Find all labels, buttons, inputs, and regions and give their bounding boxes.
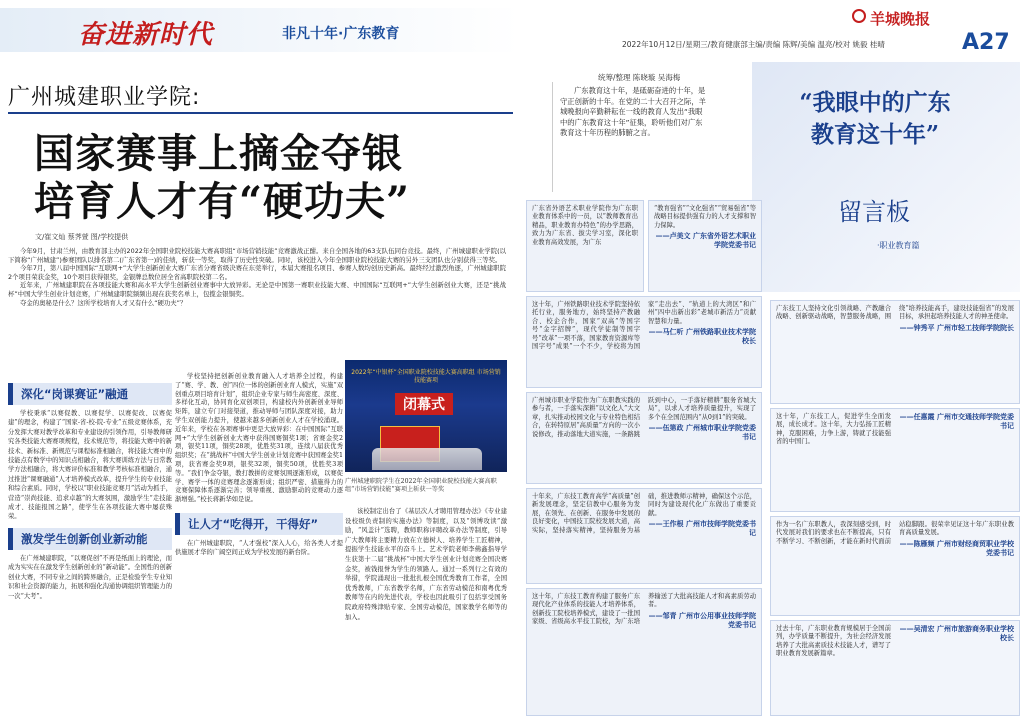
card-body: 广州城市职业学院作为广东职教实践的参与者，一手落实深耕“以文化人”大文章，扎实推动校园文化与专业特色相结合，在转特原居“高质量”方向的一次小说修改，推动落地大道实施，一条路跳跃到中心，一手落好精耕“服务省城大局”，以求人才培养质量提升，实现了多个在全国范围内“从0到1”的突破。 <box>532 397 756 438</box>
guestbook-card <box>526 200 644 292</box>
column-2-body: 学校坚持把创新创业教育融入人才培养全过程，构建了“赛、学、教、创”四位一体的创新创业育人模式，实施“双创重点项目培育计划”，组织企业专家与师生高密度、深度、多样化互动，协同育化双创项目，构建校内外创新创业导师矩阵，建立专门对接渠道，推动导师与团队深度对接，助力学生双创能力提升，使越来越多创新创业人才在学校涌现。近年来，学校在各项赛事中更是大放异彩：在中国国际“互联网+”大学生创新创业大赛中获得国赛铜奖1项；省赛金奖2项，银奖11项，铜奖28项，优胜奖31项，连续八届获优秀组织奖；在“挑战杯”中国大学生创业计划竞赛中获国赛金奖1项，获省赛金奖9项，银奖32项，铜奖50项，优胜奖3项等。“我们争金夺银，教打教拼的竞赛氛围逐渐形成，以赛促学、赛学一体的竞赛理念逐渐形成；组织严密、措施得力的竞赛保障体系逐渐完善；领导重视、激励驱动的竞赛动力逐渐增强。”校长蒋新华如是说。 <box>175 373 343 504</box>
slogan: 奋进新时代 <box>78 20 214 50</box>
guestbook-card <box>526 488 762 584</box>
card-signature: ——钟秀平 广州市轻工技师学院院长 <box>899 323 1014 332</box>
guestbook-title-line1: “我眼中的广东 <box>799 89 951 116</box>
card-body: 广东省外语艺术职业学院作为广东职业教育体系中的一员，以“教师教育出精品，职业教育办特色”的办学思路，致力为广东省、拔尖学习室，深化职业教育高效发展，为广东 <box>532 205 638 246</box>
card-body: 这十年，广州铁路职业技术学院坚持依托行业，服务地方，始终坚持产教融合、校企合作，国家“双高”等国字号“金字招牌”，现代学徒制等国字号“改革”一项不落，国家教育资源库等国字号“成果”一个不少，学校将为国家“走出去”、“轨道上的大湾区”和广州“四中出新出彩”老城市新活力“贡献智慧和力量。 <box>532 301 756 351</box>
article-column-2 <box>175 373 343 558</box>
card-body: 这十年，广东技工人，促进学生全面发展，成长成才。这十年，大力弘扬工匠精神，克服困难，力争上游，铸就了技能强省的中国门。 <box>776 413 891 446</box>
card-body: 广东技工人坚持文化引领战略、产教融合战略、创新驱动战略，智慧服务战略，围绕“培养技能高手，建设技能强省”的发展目标，承担起培养技能人才的神圣使命。 <box>776 305 1014 321</box>
card-body: 这十年，广东技工教育构建了服务广东现代化产业体系的技能人才培养体系，创新技工院校培养模式，建设了一批国家级、省级高水平技工院校，为广东培养输送了大批高技能人才和高素质劳动者。 <box>532 593 756 626</box>
section-1-body: 学校秉承“以赛促教、以赛促学、以赛促改、以赛促建”的理念，构建了“国家-省-校-院-专业”五级竞赛体系，充分发挥大赛对教学改革和专业建设的引领作用，引导教师研究各类技能大赛赛项规程，技术规范等，将技能大赛中的新技术、新标准、新规范与课程标准相融合，将技能大赛中的技能点有数学中的知识点相融合，将大赛训练方法与日常教学方法相融合，将大赛评价标准和教学考核标准相融合，通过推进“课赛融通”人才培养模式改革，提升学生的专业技能和综合素质。同时，学校以“职业技能竞赛月”活动为抓手，营造“崇尚技能、追求卓越”的大赛氛围，激励学生“走技能成才、技能报国之路”，使学生在各项技能大赛中屡获殊荣。 <box>8 410 172 521</box>
guestbook-subtitle: 留言板 <box>838 198 910 226</box>
guestbook-card <box>770 300 1020 404</box>
date-line: 2022年10月12日/星期三/教育健康部主编/责编 陈辉/美编 温亮/校对 姚毅 桂晴 <box>622 40 885 49</box>
photo-banner-text: 2022年“中银杯”全国职业院校技能大赛高职组 市场营销技能赛项 <box>351 369 501 384</box>
card-body: “教育强省”“文化强省”“贸易强省”等战略目标提供强有力的人才支撑和智力保障。 <box>654 205 756 229</box>
lead-p4: 夺金的奥秘是什么？这所学校培育人才又有什么“硬功夫”？ <box>20 298 187 307</box>
lead-p3: 近年来，广州城建职院在各项技能大赛和高水平大学生创新创业赛事中大放异彩。无论是中国第一赛职业技能大赛、中国国际“互联网+”大学生创新创业大赛，还是“挑战杯”中国大学生创业计划竞赛，广州城建职院频频出现在获奖名单上，包揽金银铜奖。 <box>8 281 506 298</box>
guestbook-title <box>775 87 975 151</box>
card-signature: ——伍第政 广州城市职业学院党委书记 <box>648 424 756 442</box>
guestbook-card <box>648 200 762 292</box>
card-signature: ——任惠霞 广州市交通技师学院党委书记 <box>899 413 1014 430</box>
photo-people <box>372 448 482 470</box>
card-signature: ——王作根 广州市技师学院党委书记 <box>648 520 756 538</box>
guestbook-card <box>526 296 762 388</box>
section-2-body: 在广州城建职院，“以赛促创”不再是纸面上的理论，而成为实实在在激发学生创新创业的“新动能”。全国性的创新创业大赛，不同专业之间的跨界融合，正是检验学生专业知识和社会资源的能力，拓展和强化沟通协调组织管理能力的一次“大考”。 <box>8 554 172 600</box>
card-signature: ——卢美文 广东省外语艺术职业学院党委书记 <box>655 232 756 250</box>
editors-line: 统筹/整理 陈晓璇 吴海梅 <box>598 73 681 82</box>
guestbook-card <box>526 392 762 484</box>
photo-title: 闭幕式 <box>395 393 453 415</box>
editorial-intro: 广东教育这十年，是砥砺奋进的十年，是守正创新的十年。在党的二十大召开之际，羊城晚报向辛勤耕耘在一线的教育人发出“我眼中的广东教育这十年”征集，聆听他们对广东教育这十年历程的肺腑之言。 <box>560 86 706 138</box>
paper-logo-icon <box>852 9 866 23</box>
headline-main-line2: 培育人才有“硬功夫” <box>34 178 411 225</box>
section-title-2: 激发学生创新创业新动能 <box>8 528 172 550</box>
guestbook-card <box>770 516 1020 616</box>
article-column-3: 该校制定出台了《基层次人才聘用管理办法》《专业建设校级负责制的实施办法》等制度，以及“领博攻读”激励，“风盖计”选聘，教师职称评聘改革办法等制度，引导广大教师将主要精力放在立德树人、培养学生工匠精神，提振学生技能水平的奋斗上。艺术学院老师李佛鑫指导学生获第十二届“挑战杯”中国大学生创业计划竞赛全国决赛金奖，被钱报誉为学生的领路人。通过一系列行之有效的举措，学院涌现出一批批扎根全国优秀教育工作者，全国优秀教师，广东省教学名师，广东省劳动模范和南粤优秀教师等在内的先进代表，学校也因此吸引了包括享受国务院政府特殊津贴专家、全国劳动模范，国家教学名师等的加入。 <box>345 508 507 621</box>
card-body: 过去十年，广东职业教育规模居于全国前列，办学质量不断提升，为社会经济发展培养了大批高素质技术技能人才，谱写了职业教育发展新篇章。 <box>776 625 891 658</box>
section-title-3: 让人才“吃得开，干得好” <box>175 513 343 535</box>
guestbook-title-line2: 教育这十年” <box>810 121 940 148</box>
lead-p2: 今年7月，第八届中国国际“互联网+”大学生创新创业大赛广东省分赛省级决赛在东莞举行，本届大赛报名项目、参赛人数均创历史新高。最终经过激烈角逐，广州城建职院2个项目荣获金奖，10个项目获得银奖，金银牌总数位居全省高职院校第二名。 <box>8 264 506 281</box>
card-signature: ——吴清宏 广州市旅游商务职业学校校长 <box>899 625 1014 642</box>
guestbook-card <box>526 588 762 716</box>
headline-main-line1: 国家赛事上摘金夺银 <box>34 130 403 177</box>
section-title-1: 深化“岗课赛证”融通 <box>8 383 172 405</box>
byline: 文/崔文灿 蔡荠萱 图/学校提供 <box>35 233 129 241</box>
photo-caption: 广州城建职院学生在2022年全国职业院校技能大赛高职组“市场营销技能”赛项上斩获一等奖 <box>345 478 497 494</box>
guestbook-card <box>770 408 1020 512</box>
guestbook-category: ·职业教育篇 <box>877 241 920 250</box>
card-signature: ——马仁听 广州铁路职业技术学院校长 <box>648 328 756 346</box>
headline-rule <box>8 112 513 114</box>
card-signature: ——邹青 广州市公用事业技师学院党委书记 <box>648 611 756 629</box>
page-number: A27 <box>962 30 1010 55</box>
section-3-body: 在广州城建职院，“人才强校”深入人心，给各类人才提供施展才华的广阔空间正成为学校发展的新台阶。 <box>175 539 343 557</box>
lead-paragraphs <box>8 247 506 307</box>
headline-sub: 广州城建职业学院: <box>8 85 201 110</box>
card-body: 十年来，广东技工教育高学“高质量”创新发展理念，坚定信教中心服务为发展，在领先、在创新、在服务中发展的良好变化，中国技工院校发展大道，高实际，坚持落实精神，坚持服务为基础，推进教师示精神，确保这个示范，同时为建设现代化广东做出了重要贡献。 <box>532 493 756 534</box>
article-column-1 <box>8 383 172 601</box>
card-signature: ——陈雁频 广州市财经商贸职业学校党委书记 <box>899 539 1014 557</box>
subslogan: 非凡十年·广东教育 <box>282 26 400 42</box>
paper-logo: 羊城晚报 <box>870 10 931 28</box>
guestbook-card <box>770 620 1020 716</box>
lead-p1: 今年9月，甘肃兰州，由教育部主办的2022年全国职业院校技能大赛高职组“市场营销技能”竞赛激战正酣。来自全国各地的63支队伍同台竞技。最终，广州城建职业学院(以下简称“广州城建”)参赛团队以排名第二(广东省第一)的佳绩，斩获一等奖，取得了历史性突破。同时，该校进入今年全国职业院校技能大赛的另外三支团队也分别获得三等奖。 <box>8 247 506 264</box>
card-body: 作为一名广东职教人，我深刻感受到，时代发展对我们的要求也在不断提高，只有不断学习、不断创新，才能在新时代面前站稳脚跟。很荣幸见证这十年广东职业教育高质量发展。 <box>776 521 1014 545</box>
